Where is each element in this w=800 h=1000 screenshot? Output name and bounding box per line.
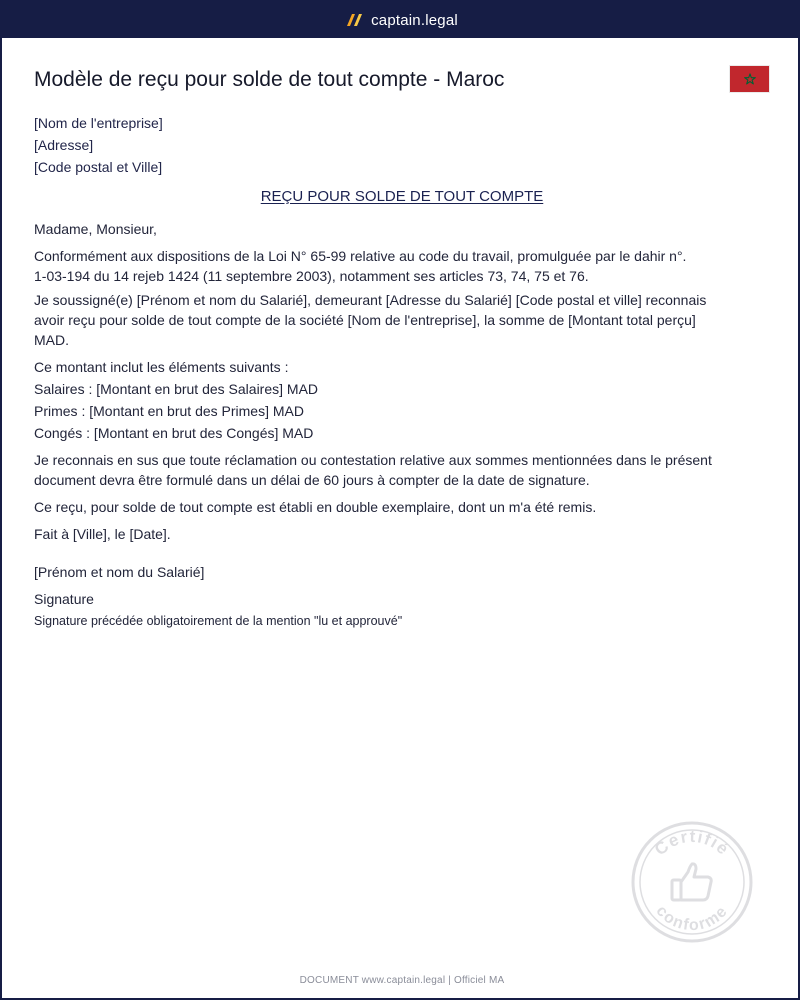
claim-paragraph [34, 450, 754, 490]
elements-intro: Ce montant inclut les éléments suivants : [34, 359, 289, 375]
employee-name-placeholder: [Prénom et nom du Salarié] [34, 564, 205, 580]
signature-label: Signature [34, 591, 94, 607]
brand-name[interactable]: captain.legal [371, 11, 458, 29]
claim-paragraph-line: document devra être formulé dans un délai de 60 jours à compter de la date de signature. [34, 472, 590, 488]
footer: DOCUMENT www.captain.legal | Officiel MA [299, 975, 505, 986]
copies-paragraph: Ce reçu, pour solde de tout compte est établi en double exemplaire, dont un m'a été remis. [34, 499, 597, 515]
stamp-text-bottom: conforme [652, 902, 732, 935]
element-bonuses: Primes : [Montant en brut des Primes] MAD [34, 403, 304, 419]
receipt-paragraph-line: avoir reçu pour solde de tout compte de la société [Nom de l'entreprise], la somme de [Montant total perçu] [34, 312, 696, 328]
receipt-paragraph-line: MAD. [34, 332, 69, 348]
company-city-placeholder: [Code postal et Ville] [34, 159, 163, 175]
thumbs-up-icon [672, 864, 711, 900]
salutation: Madame, Monsieur, [34, 221, 157, 237]
top-bar [2, 2, 800, 38]
company-address-placeholder: [Adresse] [34, 137, 94, 153]
document-heading: REÇU POUR SOLDE DE TOUT COMPTE [260, 188, 544, 205]
document-title: Modèle de reçu pour solde de tout compte - Maroc [34, 68, 505, 91]
place-date: Fait à [Ville], le [Date]. [34, 526, 171, 542]
receipt-paragraph [34, 290, 754, 350]
receipt-paragraph-line: Je soussigné(e) [Prénom et nom du Salarié], demeurant [Adresse du Salarié] [Code postal et ville] reconnais [34, 292, 707, 308]
signature-note: Signature précédée obligatoirement de la mention "lu et approuvé" [34, 614, 403, 628]
law-paragraph [34, 246, 754, 286]
company-address-block [34, 112, 163, 178]
company-name-placeholder: [Nom de l'entreprise] [34, 115, 163, 131]
element-leave: Congés : [Montant en brut des Congés] MAD [34, 425, 314, 441]
captain-legal-logo-icon [346, 13, 364, 27]
star-icon [744, 73, 756, 85]
morocco-flag-icon [730, 66, 769, 92]
stamp-text-top: Certifié [650, 826, 734, 860]
law-paragraph-line: 1-03-194 du 14 rejeb 1424 (11 septembre 2003), notamment ses articles 73, 74, 75 et 76. [34, 268, 589, 284]
amount-elements [34, 356, 754, 444]
claim-paragraph-line: Je reconnais en sus que toute réclamation ou contestation relative aux sommes mentionnées dans le présent [34, 452, 712, 468]
law-paragraph-line: Conformément aux dispositions de la Loi N° 65-99 relative au code du travail, promulguée par le dahir n°. [34, 248, 687, 264]
element-salaries: Salaires : [Montant en brut des Salaires] MAD [34, 381, 319, 397]
certified-thumbs-up-stamp-icon [630, 820, 754, 944]
